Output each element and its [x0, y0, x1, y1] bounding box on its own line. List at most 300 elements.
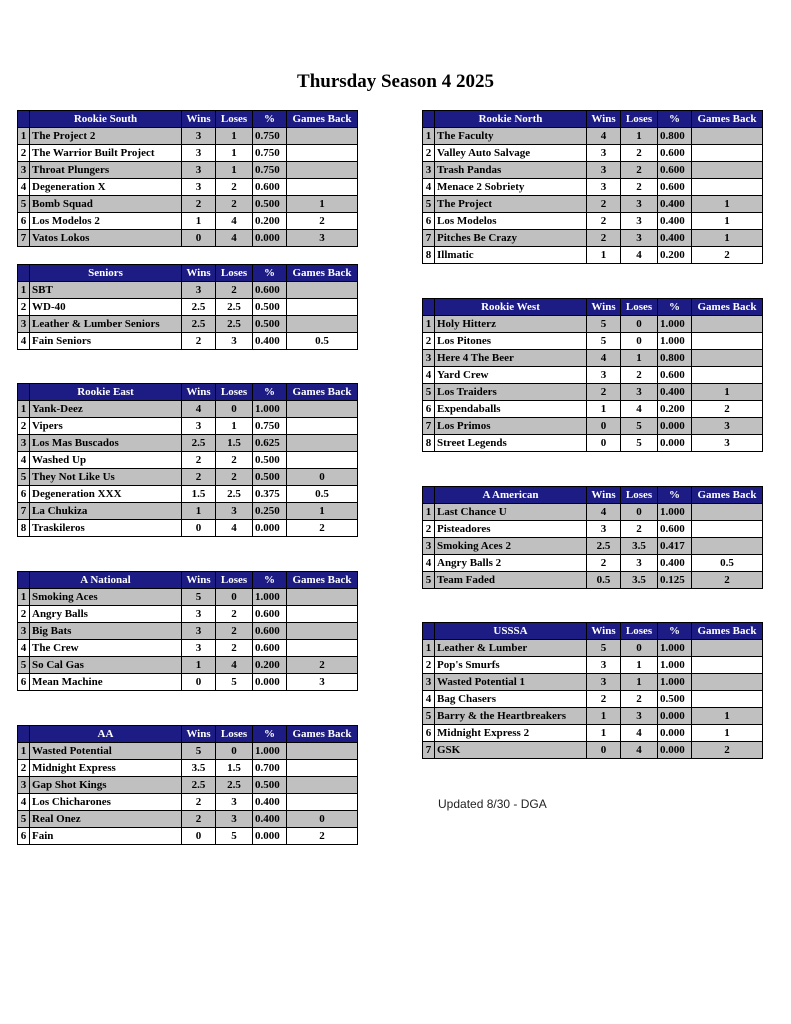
rank-cell: 3 — [423, 162, 435, 179]
games-back-cell: 1 — [692, 384, 763, 401]
header-wins: Wins — [587, 487, 621, 504]
division-name: Seniors — [30, 265, 182, 282]
rank-cell: 8 — [18, 520, 30, 537]
games-back-cell — [692, 333, 763, 350]
wins-cell: 3 — [182, 179, 216, 196]
wins-cell: 4 — [587, 504, 621, 521]
loses-cell: 1 — [216, 128, 253, 145]
games-back-cell — [287, 589, 358, 606]
wins-cell: 2 — [182, 196, 216, 213]
wins-cell: 5 — [587, 333, 621, 350]
wins-cell: 0 — [587, 435, 621, 452]
wins-cell: 5 — [587, 640, 621, 657]
rank-cell: 7 — [423, 742, 435, 759]
rank-cell: 5 — [423, 708, 435, 725]
loses-cell: 4 — [621, 247, 658, 264]
wins-cell: 2 — [587, 555, 621, 572]
header-wins: Wins — [587, 299, 621, 316]
standings-table-rookie-south — [17, 110, 358, 247]
team-name-cell: Pop's Smurfs — [435, 657, 587, 674]
pct-cell: 0.750 — [253, 128, 287, 145]
division-name: AA — [30, 726, 182, 743]
games-back-cell — [692, 521, 763, 538]
loses-cell: 1 — [216, 145, 253, 162]
rank-cell: 4 — [18, 794, 30, 811]
pct-cell: 0.000 — [658, 725, 692, 742]
table-row — [423, 674, 763, 691]
standings-table-seniors — [17, 264, 358, 350]
wins-cell: 0 — [182, 520, 216, 537]
rank-cell: 2 — [423, 333, 435, 350]
header-wins: Wins — [587, 111, 621, 128]
games-back-cell: 2 — [692, 247, 763, 264]
loses-cell: 5 — [216, 828, 253, 845]
header-corner — [423, 299, 435, 316]
loses-cell: 0 — [621, 504, 658, 521]
team-name-cell: Angry Balls — [30, 606, 182, 623]
table-header-row — [18, 572, 358, 589]
pct-cell: 1.000 — [658, 640, 692, 657]
team-name-cell: The Crew — [30, 640, 182, 657]
loses-cell: 0 — [216, 589, 253, 606]
pct-cell: 0.600 — [253, 282, 287, 299]
table-row — [423, 350, 763, 367]
rank-cell: 5 — [18, 657, 30, 674]
wins-cell: 3 — [182, 162, 216, 179]
table-row — [423, 538, 763, 555]
loses-cell: 2.5 — [216, 486, 253, 503]
table-row — [423, 521, 763, 538]
pct-cell: 0.500 — [253, 469, 287, 486]
team-name-cell: Yard Crew — [435, 367, 587, 384]
team-name-cell: Los Modelos — [435, 213, 587, 230]
header-pct: % — [658, 487, 692, 504]
team-name-cell: Degeneration X — [30, 179, 182, 196]
wins-cell: 2 — [182, 333, 216, 350]
team-name-cell: Vipers — [30, 418, 182, 435]
pct-cell: 0.500 — [658, 691, 692, 708]
pct-cell: 0.400 — [658, 555, 692, 572]
pct-cell: 0.000 — [658, 742, 692, 759]
loses-cell: 2 — [621, 521, 658, 538]
table-row — [18, 196, 358, 213]
rank-cell: 3 — [18, 623, 30, 640]
table-row — [18, 777, 358, 794]
team-name-cell: Barry & the Heartbreakers — [435, 708, 587, 725]
games-back-cell — [287, 760, 358, 777]
header-corner — [423, 623, 435, 640]
wins-cell: 1.5 — [182, 486, 216, 503]
loses-cell: 2 — [216, 179, 253, 196]
wins-cell: 1 — [587, 401, 621, 418]
table-row — [18, 794, 358, 811]
table-row — [18, 589, 358, 606]
pct-cell: 0.375 — [253, 486, 287, 503]
loses-cell: 3.5 — [621, 572, 658, 589]
games-back-cell — [692, 350, 763, 367]
table-row — [423, 504, 763, 521]
table-row — [18, 760, 358, 777]
table-row — [423, 435, 763, 452]
team-name-cell: Here 4 The Beer — [435, 350, 587, 367]
games-back-cell: 1 — [287, 503, 358, 520]
rank-cell: 4 — [18, 640, 30, 657]
pct-cell: 0.600 — [658, 162, 692, 179]
team-name-cell: Los Pitones — [435, 333, 587, 350]
games-back-cell: 2 — [287, 828, 358, 845]
table-row — [423, 384, 763, 401]
games-back-cell: 0.5 — [287, 333, 358, 350]
table-row — [423, 572, 763, 589]
table-row — [423, 401, 763, 418]
pct-cell: 0.400 — [658, 196, 692, 213]
header-loses: Loses — [621, 111, 658, 128]
wins-cell: 3.5 — [182, 760, 216, 777]
team-name-cell: Leather & Lumber Seniors — [30, 316, 182, 333]
table-row — [423, 418, 763, 435]
header-games-back: Games Back — [287, 384, 358, 401]
loses-cell: 0 — [621, 333, 658, 350]
games-back-cell: 2 — [692, 401, 763, 418]
team-name-cell: Menace 2 Sobriety — [435, 179, 587, 196]
header-pct: % — [658, 299, 692, 316]
standings-table-a-american — [422, 486, 763, 589]
wins-cell: 2 — [587, 230, 621, 247]
team-name-cell: Fain Seniors — [30, 333, 182, 350]
table-row — [423, 691, 763, 708]
standings-table-aa — [17, 725, 358, 845]
header-corner — [423, 111, 435, 128]
rank-cell: 1 — [18, 282, 30, 299]
loses-cell: 5 — [621, 435, 658, 452]
pct-cell: 0.700 — [253, 760, 287, 777]
team-name-cell: Throat Plungers — [30, 162, 182, 179]
table-row — [423, 179, 763, 196]
team-name-cell: Pisteadores — [435, 521, 587, 538]
pct-cell: 0.750 — [253, 145, 287, 162]
pct-cell: 0.000 — [253, 674, 287, 691]
pct-cell: 0.600 — [253, 640, 287, 657]
pct-cell: 0.800 — [658, 350, 692, 367]
wins-cell: 3 — [182, 128, 216, 145]
table-row — [18, 401, 358, 418]
pct-cell: 0.200 — [658, 247, 692, 264]
wins-cell: 5 — [587, 316, 621, 333]
team-name-cell: The Project — [435, 196, 587, 213]
team-name-cell: Angry Balls 2 — [435, 555, 587, 572]
rank-cell: 6 — [423, 401, 435, 418]
loses-cell: 3 — [621, 213, 658, 230]
rank-cell: 5 — [18, 469, 30, 486]
team-name-cell: The Faculty — [435, 128, 587, 145]
wins-cell: 0 — [182, 828, 216, 845]
header-pct: % — [253, 572, 287, 589]
pct-cell: 1.000 — [253, 743, 287, 760]
games-back-cell — [692, 504, 763, 521]
table-row — [18, 503, 358, 520]
team-name-cell: Big Bats — [30, 623, 182, 640]
wins-cell: 2.5 — [182, 316, 216, 333]
rank-cell: 8 — [423, 435, 435, 452]
table-row — [423, 708, 763, 725]
rank-cell: 6 — [423, 725, 435, 742]
loses-cell: 3.5 — [621, 538, 658, 555]
pct-cell: 0.600 — [658, 521, 692, 538]
games-back-cell — [287, 777, 358, 794]
games-back-cell: 2 — [287, 213, 358, 230]
wins-cell: 3 — [587, 162, 621, 179]
games-back-cell — [287, 435, 358, 452]
division-name: A National — [30, 572, 182, 589]
table-row — [18, 145, 358, 162]
pct-cell: 0.000 — [253, 828, 287, 845]
loses-cell: 1 — [621, 657, 658, 674]
pct-cell: 0.600 — [253, 606, 287, 623]
team-name-cell: Valley Auto Salvage — [435, 145, 587, 162]
team-name-cell: Washed Up — [30, 452, 182, 469]
table-header-row — [18, 726, 358, 743]
loses-cell: 2 — [216, 606, 253, 623]
header-wins: Wins — [182, 384, 216, 401]
team-name-cell: Gap Shot Kings — [30, 777, 182, 794]
loses-cell: 2 — [621, 367, 658, 384]
loses-cell: 4 — [216, 657, 253, 674]
wins-cell: 0 — [182, 674, 216, 691]
pct-cell: 0.750 — [253, 418, 287, 435]
loses-cell: 4 — [621, 401, 658, 418]
pct-cell: 0.400 — [253, 794, 287, 811]
loses-cell: 1.5 — [216, 435, 253, 452]
games-back-cell — [287, 743, 358, 760]
team-name-cell: Holy Hitterz — [435, 316, 587, 333]
rank-cell: 3 — [423, 674, 435, 691]
loses-cell: 4 — [621, 725, 658, 742]
games-back-cell — [287, 640, 358, 657]
pct-cell: 0.125 — [658, 572, 692, 589]
pct-cell: 1.000 — [658, 674, 692, 691]
rank-cell: 3 — [18, 316, 30, 333]
wins-cell: 2 — [182, 811, 216, 828]
pct-cell: 0.600 — [658, 145, 692, 162]
rank-cell: 4 — [423, 691, 435, 708]
team-name-cell: So Cal Gas — [30, 657, 182, 674]
wins-cell: 2 — [182, 469, 216, 486]
rank-cell: 2 — [18, 760, 30, 777]
team-name-cell: Los Modelos 2 — [30, 213, 182, 230]
team-name-cell: Wasted Potential — [30, 743, 182, 760]
games-back-cell — [287, 452, 358, 469]
table-row — [18, 657, 358, 674]
header-pct: % — [253, 384, 287, 401]
games-back-cell — [287, 162, 358, 179]
rank-cell: 1 — [18, 743, 30, 760]
games-back-cell: 1 — [692, 230, 763, 247]
loses-cell: 2 — [621, 162, 658, 179]
pct-cell: 0.500 — [253, 196, 287, 213]
table-header-row — [423, 487, 763, 504]
table-row — [423, 742, 763, 759]
wins-cell: 1 — [182, 657, 216, 674]
team-name-cell: Pitches Be Crazy — [435, 230, 587, 247]
loses-cell: 1 — [621, 128, 658, 145]
table-row — [18, 418, 358, 435]
wins-cell: 1 — [182, 503, 216, 520]
wins-cell: 3 — [587, 367, 621, 384]
table-row — [18, 743, 358, 760]
games-back-cell: 0.5 — [692, 555, 763, 572]
table-row — [18, 333, 358, 350]
table-header-row — [423, 623, 763, 640]
loses-cell: 3 — [621, 230, 658, 247]
wins-cell: 2 — [182, 452, 216, 469]
rank-cell: 1 — [18, 589, 30, 606]
loses-cell: 2 — [621, 145, 658, 162]
games-back-cell — [692, 538, 763, 555]
games-back-cell — [287, 401, 358, 418]
loses-cell: 2 — [216, 282, 253, 299]
team-name-cell: Team Faded — [435, 572, 587, 589]
pct-cell: 0.000 — [658, 708, 692, 725]
loses-cell: 3 — [621, 384, 658, 401]
loses-cell: 4 — [216, 230, 253, 247]
division-name: USSSA — [435, 623, 587, 640]
header-loses: Loses — [621, 299, 658, 316]
pct-cell: 0.400 — [658, 384, 692, 401]
table-row — [423, 333, 763, 350]
wins-cell: 1 — [587, 725, 621, 742]
team-name-cell: Los Mas Buscados — [30, 435, 182, 452]
header-pct: % — [253, 111, 287, 128]
table-row — [18, 316, 358, 333]
standings-table-rookie-east — [17, 383, 358, 537]
updated-note: Updated 8/30 - DGA — [438, 797, 547, 811]
pct-cell: 0.400 — [253, 811, 287, 828]
standings-table-usssa — [422, 622, 763, 759]
pct-cell: 0.400 — [253, 333, 287, 350]
wins-cell: 3 — [587, 521, 621, 538]
wins-cell: 0.5 — [587, 572, 621, 589]
games-back-cell: 3 — [287, 230, 358, 247]
rank-cell: 6 — [18, 486, 30, 503]
team-name-cell: GSK — [435, 742, 587, 759]
header-wins: Wins — [587, 623, 621, 640]
loses-cell: 2.5 — [216, 777, 253, 794]
loses-cell: 1 — [216, 162, 253, 179]
header-games-back: Games Back — [692, 299, 763, 316]
wins-cell: 2 — [587, 691, 621, 708]
loses-cell: 5 — [621, 418, 658, 435]
header-corner — [18, 265, 30, 282]
loses-cell: 3 — [621, 708, 658, 725]
games-back-cell — [692, 145, 763, 162]
rank-cell: 3 — [18, 777, 30, 794]
rank-cell: 6 — [18, 213, 30, 230]
header-pct: % — [253, 265, 287, 282]
games-back-cell — [692, 367, 763, 384]
loses-cell: 2 — [216, 640, 253, 657]
header-loses: Loses — [216, 265, 253, 282]
loses-cell: 3 — [621, 196, 658, 213]
team-name-cell: Last Chance U — [435, 504, 587, 521]
team-name-cell: Wasted Potential 1 — [435, 674, 587, 691]
games-back-cell — [287, 179, 358, 196]
loses-cell: 0 — [216, 401, 253, 418]
table-row — [18, 179, 358, 196]
wins-cell: 5 — [182, 589, 216, 606]
team-name-cell: Street Legends — [435, 435, 587, 452]
table-row — [18, 162, 358, 179]
wins-cell: 3 — [587, 145, 621, 162]
pct-cell: 1.000 — [658, 333, 692, 350]
pct-cell: 0.200 — [658, 401, 692, 418]
team-name-cell: WD-40 — [30, 299, 182, 316]
games-back-cell — [287, 606, 358, 623]
table-row — [18, 435, 358, 452]
games-back-cell — [692, 162, 763, 179]
team-name-cell: Smoking Aces 2 — [435, 538, 587, 555]
games-back-cell — [287, 418, 358, 435]
rank-cell: 6 — [18, 828, 30, 845]
rank-cell: 4 — [423, 367, 435, 384]
header-loses: Loses — [216, 726, 253, 743]
wins-cell: 3 — [182, 282, 216, 299]
pct-cell: 1.000 — [253, 401, 287, 418]
loses-cell: 3 — [216, 794, 253, 811]
wins-cell: 2.5 — [182, 435, 216, 452]
header-wins: Wins — [182, 572, 216, 589]
team-name-cell: Expendaballs — [435, 401, 587, 418]
rank-cell: 1 — [423, 128, 435, 145]
loses-cell: 3 — [216, 333, 253, 350]
table-row — [423, 316, 763, 333]
games-back-cell: 0.5 — [287, 486, 358, 503]
table-row — [423, 213, 763, 230]
rank-cell: 3 — [423, 538, 435, 555]
games-back-cell: 3 — [692, 435, 763, 452]
header-loses: Loses — [216, 111, 253, 128]
header-corner — [18, 726, 30, 743]
rank-cell: 4 — [18, 179, 30, 196]
rank-cell: 8 — [423, 247, 435, 264]
rank-cell: 2 — [423, 521, 435, 538]
games-back-cell — [692, 179, 763, 196]
loses-cell: 0 — [216, 743, 253, 760]
table-row — [18, 640, 358, 657]
header-loses: Loses — [621, 623, 658, 640]
table-row — [18, 811, 358, 828]
table-row — [18, 213, 358, 230]
pct-cell: 0.000 — [253, 230, 287, 247]
table-row — [423, 555, 763, 572]
rank-cell: 6 — [423, 213, 435, 230]
rank-cell: 4 — [18, 333, 30, 350]
games-back-cell — [287, 145, 358, 162]
table-row — [423, 196, 763, 213]
games-back-cell — [692, 316, 763, 333]
rank-cell: 1 — [423, 640, 435, 657]
team-name-cell: La Chukiza — [30, 503, 182, 520]
pct-cell: 0.750 — [253, 162, 287, 179]
wins-cell: 3 — [182, 640, 216, 657]
rank-cell: 3 — [18, 162, 30, 179]
games-back-cell: 3 — [692, 418, 763, 435]
pct-cell: 0.500 — [253, 316, 287, 333]
header-games-back: Games Back — [287, 572, 358, 589]
loses-cell: 2 — [621, 179, 658, 196]
team-name-cell: SBT — [30, 282, 182, 299]
table-header-row — [423, 299, 763, 316]
pct-cell: 0.200 — [253, 657, 287, 674]
